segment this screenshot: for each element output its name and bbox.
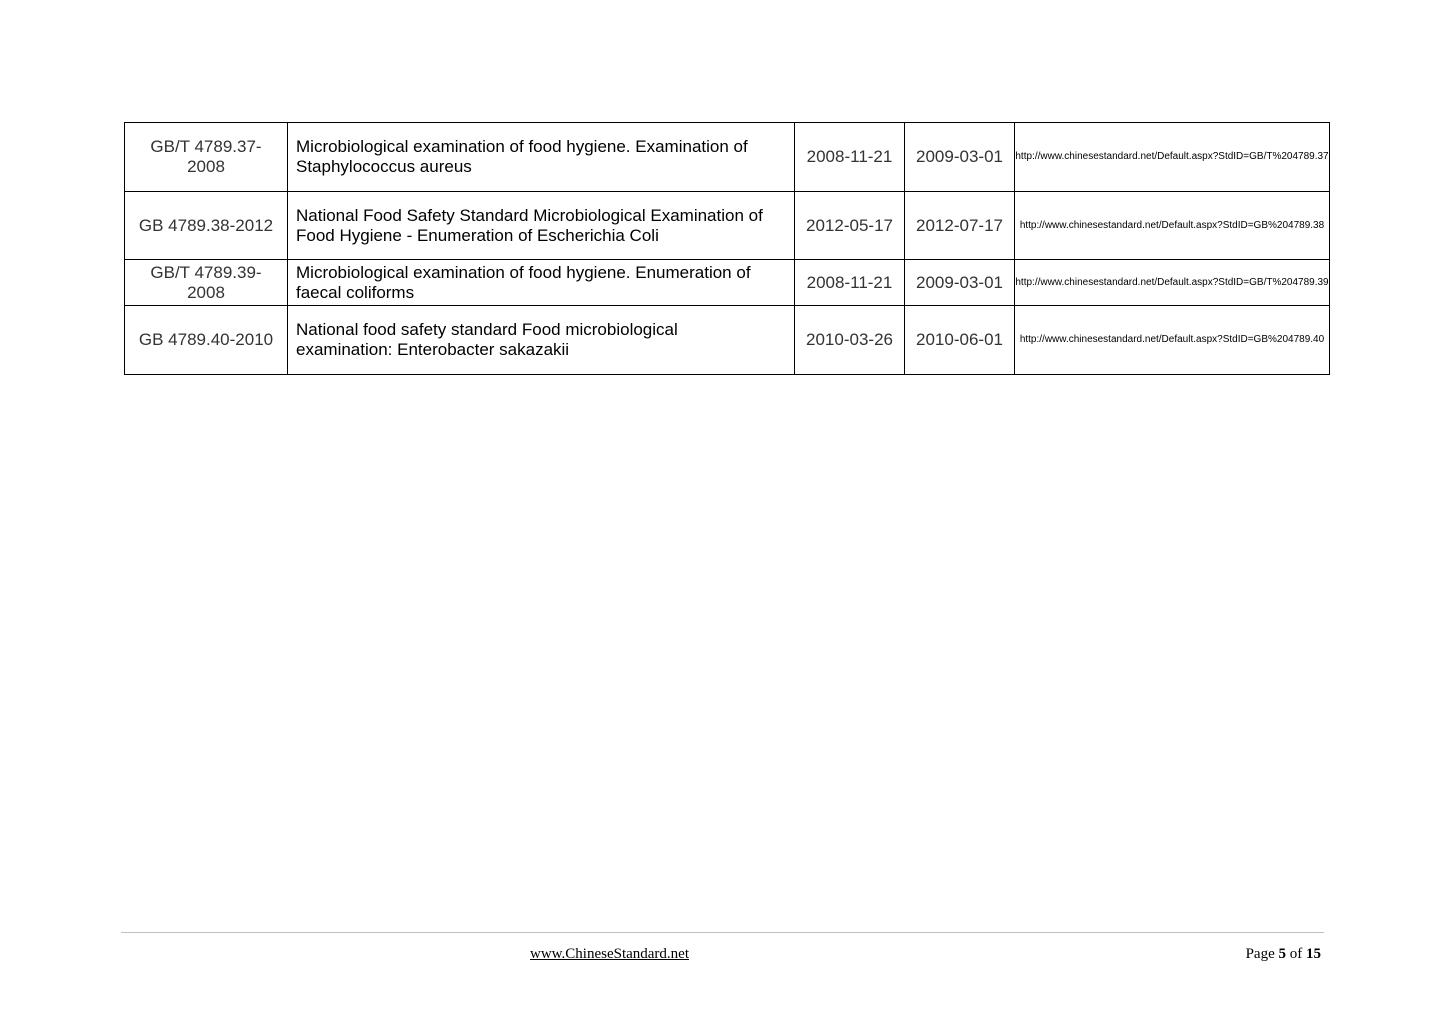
page-number: [1246, 946, 1321, 963]
standards-table: [124, 122, 1330, 375]
footer-site-link[interactable]: www.ChineseStandard.net: [530, 946, 689, 962]
table-row: [125, 260, 1330, 306]
implemented-date-cell: 2012-07-17: [905, 192, 1015, 260]
standard-code-line: 2008: [187, 282, 225, 302]
standard-title-line: National Food Safety Standard Microbiological Examination of: [296, 205, 763, 225]
standard-url-link[interactable]: http://www.chinesestandard.net/Default.aspx?StdID=GB/T%204789.37: [1015, 123, 1330, 192]
implemented-date-cell: 2010-06-01: [905, 306, 1015, 375]
page-current: 5: [1278, 946, 1286, 962]
implemented-date-cell: 2009-03-01: [905, 260, 1015, 306]
standard-title-line: National food safety standard Food microbiological: [296, 320, 678, 339]
issued-date-cell: 2008-11-21: [795, 123, 905, 192]
issued-date-cell: 2010-03-26: [795, 306, 905, 375]
standard-title-line: Food Hygiene - Enumeration of Escherichia Coli: [296, 225, 659, 245]
standard-code-line: GB 4789.38-2012: [138, 215, 274, 235]
standard-title-line: faecal coliforms: [296, 282, 415, 302]
standard-code-line: GB/T 4789.39-: [150, 262, 262, 282]
standard-code-line: GB 4789.40-2010: [138, 330, 274, 349]
page-total: 15: [1306, 946, 1321, 962]
standard-code-line: GB/T 4789.37-: [150, 137, 262, 156]
standard-code-cell: [125, 123, 288, 192]
implemented-date-cell: 2009-03-01: [905, 123, 1015, 192]
page-prefix: Page: [1245, 946, 1275, 962]
standard-title-line: examination: Enterobacter sakazakii: [296, 340, 570, 359]
table-row: [125, 123, 1330, 192]
table-row: [125, 306, 1330, 375]
footer-divider: [121, 932, 1324, 933]
issued-date-cell: 2012-05-17: [795, 192, 905, 260]
page-of: of: [1289, 946, 1303, 962]
standard-url-link[interactable]: http://www.chinesestandard.net/Default.aspx?StdID=GB%204789.38: [1015, 192, 1330, 260]
issued-date-cell: 2008-11-21: [795, 260, 905, 306]
standard-url-link[interactable]: http://www.chinesestandard.net/Default.aspx?StdID=GB%204789.40: [1015, 306, 1330, 375]
standard-title-line: Microbiological examination of food hygiene. Enumeration of: [296, 262, 751, 282]
standard-url-link[interactable]: http://www.chinesestandard.net/Default.aspx?StdID=GB/T%204789.39: [1015, 260, 1330, 306]
standard-title-cell: [288, 260, 795, 306]
standard-code-cell: [125, 192, 288, 260]
standard-code-line: 2008: [187, 157, 225, 176]
table-row: [125, 192, 1330, 260]
standard-title-line: Staphylococcus aureus: [296, 157, 472, 176]
standard-title-cell: [288, 306, 795, 375]
standard-title-cell: [288, 192, 795, 260]
standard-code-cell: [125, 306, 288, 375]
standard-code-cell: [125, 260, 288, 306]
standard-title-cell: [288, 123, 795, 192]
standard-title-line: Microbiological examination of food hygiene. Examination of: [296, 137, 748, 156]
